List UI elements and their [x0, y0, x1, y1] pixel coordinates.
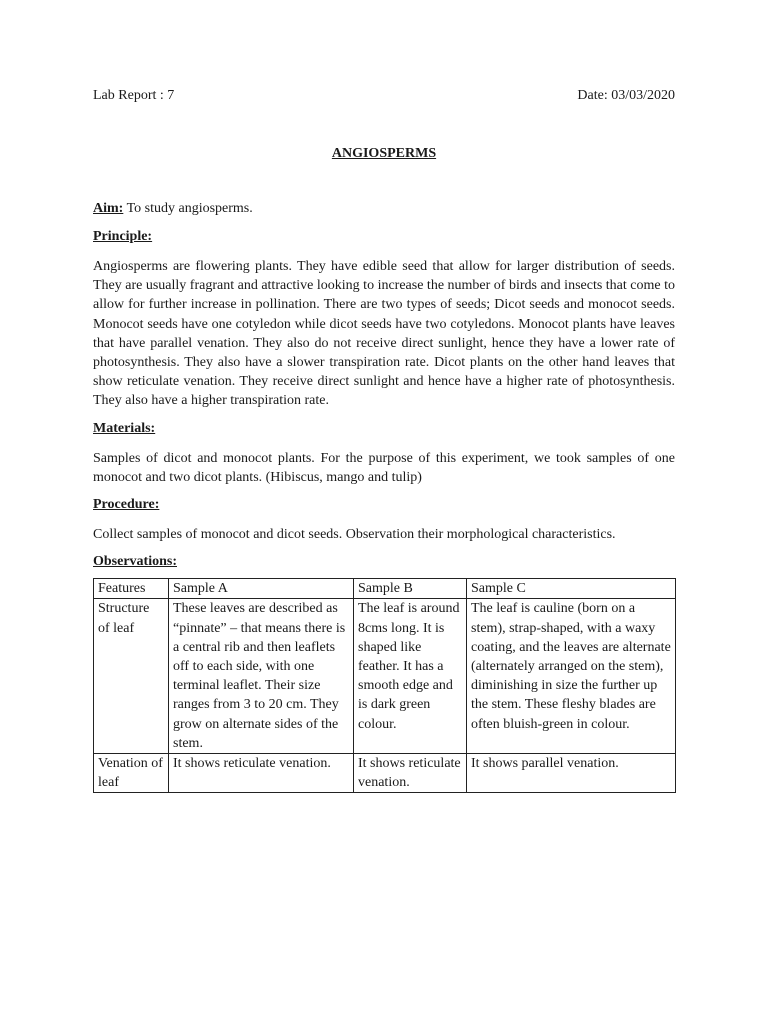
aim-label: Aim: [93, 201, 124, 216]
observations-table [93, 578, 676, 793]
materials-paragraph: Samples of dicot and monocot plants. For the purpose of this experiment, we took samples of one monocot and two dicot plants. (Hibiscus, mango and tulip) [93, 450, 675, 485]
table-cell: Venation of leaf [94, 754, 169, 793]
table-cell: It shows reticulate venation. [169, 754, 354, 793]
column-header: Sample B [354, 579, 467, 599]
table-cell: These leaves are described as “pinnate” – that means there is a central rib and then leaflets off to each side, with one terminal leaflet. Their size ranges from 3 to 20 cm. They grow on alternate sides of the stem. [169, 599, 354, 754]
table-cell: The leaf is around 8cms long. It is shaped like feather. It has a smooth edge and is dark green colour. [354, 599, 467, 754]
materials-heading: Materials: [93, 420, 156, 436]
table-cell: Structure of leaf [94, 599, 169, 754]
table-header-row [94, 579, 676, 599]
table-cell: It shows reticulate venation. [354, 754, 467, 793]
column-header: Features [94, 579, 169, 599]
procedure-paragraph: Collect samples of monocot and dicot seeds. Observation their morphological characteristics. [93, 527, 616, 543]
procedure-heading: Procedure: [93, 497, 160, 513]
report-header [93, 86, 675, 106]
table-cell: It shows parallel venation. [467, 754, 676, 793]
column-header: Sample C [467, 579, 676, 599]
lab-report-number: Lab Report : 7 [93, 88, 175, 103]
report-date: Date: 03/03/2020 [577, 88, 675, 103]
table-row [94, 754, 676, 793]
table-row [94, 599, 676, 754]
aim-text: To study angiosperms. [123, 201, 253, 216]
document-title: ANGIOSPERMS [331, 146, 437, 161]
aim-line [93, 199, 675, 219]
column-header: Sample A [169, 579, 354, 599]
principle-paragraph: Angiosperms are flowering plants. They have edible seed that allow for larger distribution of seeds. They are usually fragrant and attractive looking to increase the number of birds and insects that come to allow for further increase in pollination. There are two types of seeds; Dicot seeds and monocot seeds. Monocot seeds have one cotyledon while dicot seeds have two cotyledons. Monocot plants have leaves that have parallel venation. They also do not receive direct sunlight, hence they have a lower rate of photosynthesis. They also have a slower transpiration rate. Dicot plants on the other hand leaves that show reticulate venation. They receive direct sunlight and hence have a higher rate of photosynthesis. They also have a higher transpiration rate. [93, 259, 675, 409]
document-page [93, 86, 675, 793]
table-cell: The leaf is cauline (born on a stem), strap-shaped, with a waxy coating, and the leaves are alternate (alternately arranged on the stem), diminishing in size the further up the stem. These fleshy blades are often bluish-green in colour. [467, 599, 676, 754]
principle-heading: Principle: [93, 229, 153, 244]
observations-heading: Observations: [93, 554, 177, 570]
